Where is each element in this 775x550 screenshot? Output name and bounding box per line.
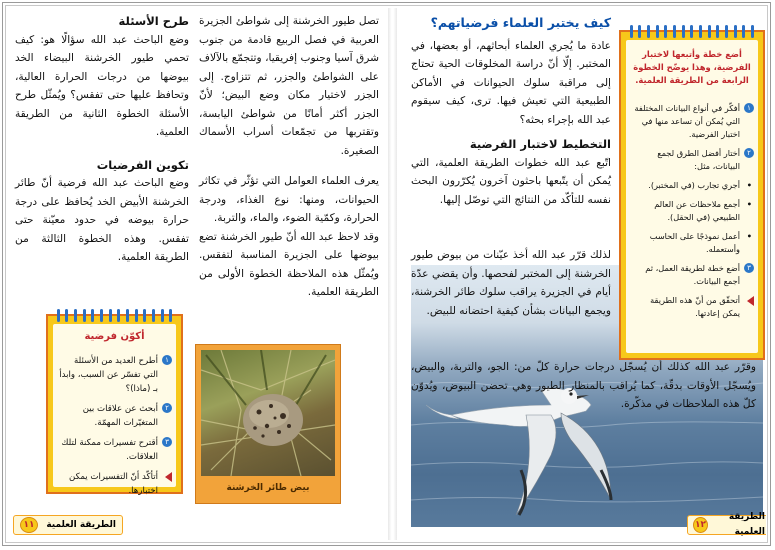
page-title: كيف يختبر العلماء فرضياتهم؟: [430, 15, 611, 30]
triangle-bullet-icon: [747, 296, 754, 306]
bullet-dot: •: [746, 180, 752, 190]
right-page: [397, 8, 766, 540]
right-page-continued: [411, 246, 611, 320]
spiral-binding: [621, 25, 763, 37]
left-page: [9, 8, 388, 540]
list-item: • أعمل نموذجًا على الحاسب وأستعمله.: [649, 231, 752, 254]
paragraph: اتّبع عبد الله خطوات الطريقة العلمية، التي يُمكن أن يتّبعها باحثون آخرون يُكرّرون البحث نفسه للتأكّد من النتائج التي توصّل إليها.: [411, 156, 611, 206]
activity-title: أكوّن فرضية: [84, 331, 145, 342]
step-number: ١: [744, 103, 754, 113]
list-item: • أجري تجارب (في المختبر).: [648, 180, 752, 190]
list-item: ٢ أختار أفضل الطرق لجمع البيانات، مثل:: [632, 147, 754, 173]
section-heading: طرح الأسئلة: [118, 14, 189, 28]
page-number: ١٢: [693, 517, 708, 533]
photo-caption: بيض طائر الخرشنة: [226, 483, 310, 493]
paragraph: يعرف العلماء العوامل التي تؤثّر في تكاثر الحيوانات، ومنها: نوع الغذاء، ودرجة الحرارة، وكمّية الضوء، والماء، والتربة.: [199, 175, 379, 224]
list-item: ٣ أقترح تفسيرات ممكنة لتلك العلاقات.: [59, 436, 172, 464]
bullet-dot: •: [746, 231, 752, 241]
list-item: أتحقّق من أنّ هذه الطريقة يمكن إعادتها.: [632, 294, 754, 320]
list-item: ٣ أضع خطة لطريقة العمل، ثم أجمع البيانات.: [632, 262, 754, 288]
activity-list: [632, 102, 754, 326]
paragraph: عادة ما يُجري العلماء أبحاثهم، أو بعضها، في المختبر. إلّا أنّ دراسة المخلوقات الحية تحتاج إلى مراقبة سلوك الحيوانات في الأماكن الطبيعية التي تعيش فيها. ترى، كيف سيقوم عبد الله بإجراء بحثه؟: [411, 39, 611, 126]
right-page-bottom-text: [411, 358, 756, 414]
triangle-bullet-icon: [165, 472, 172, 482]
footer-page-tab: [687, 512, 766, 537]
right-page-main-column: [411, 14, 611, 209]
list-item: أتأكّد أنّ التفسيرات يمكن اختبارها.: [59, 470, 172, 498]
paragraph: تصل طيور الخرشنة إلى شواطئ الجزيرة العربية في فصل الربيع قادمة من جنوب شرق آسيا وجنوب إفريقيا، وتتجمّع بالآلاف على الشواطئ والجزر، ثم تتزاوج. إلى الجزر لاختيار مكان وضع البيض؛ لأنّ الجزر أكثر أمانًا من شواطئ اليابسة، وتقتربها من تجمّعات أسراب الأسماك الصغيرة.: [199, 15, 379, 157]
list-item: • أجمع ملاحظات عن العالم الطبيعي (في الحقل).: [654, 199, 752, 222]
step-number: ٣: [744, 263, 754, 273]
step-number: ٣: [162, 437, 172, 447]
left-page-left-column: [15, 12, 189, 267]
activity-box-hypothesis: [46, 314, 183, 494]
footer-label: الطريقة العلمية: [46, 519, 116, 530]
page-number: ١١: [20, 517, 38, 533]
list-item: ١ أفكّر في أنواع البيانات المختلفة التي يُمكن أن تساعد منها في اختبار الفرضية.: [632, 102, 754, 141]
step-number: ٢: [162, 403, 172, 413]
activity-box-test-plan: [619, 30, 765, 360]
egg-photo-frame: [195, 344, 341, 504]
paragraph: وقرّر عبد الله كذلك أن يُسجّل درجات حرارة كلّ من: الجو، والتربة، والبيض، ويُسجّل الأوقات بدقّة، كما يُراقب بالمنظار الطيور وهي تحضن البيوض، ويُدوّن كلّ هذه الملاحظات في مذكّرة.: [411, 361, 756, 410]
spiral-binding: [48, 309, 181, 321]
list-item: ٢ أبحث عن علاقات بين المتغيّرات المهمّة.: [59, 402, 172, 430]
activity-intro: أضع خطة وأتبعها لاختبار الفرضية، وهذا يوضّح الخطوة الرابعة من الطريقة العلمية.: [633, 49, 751, 85]
paragraph: وضع الباحث عبد الله سؤالًا هو: كيف تحمي طيور الخرشنة البيضاء الخد بيوضها من درجات الحرارة العالية، وتحافظ عليها حتى تفقس؟ ويُمثّل طرح الأسئلة الخطوة الثانية من الطريقة العلمية.: [15, 33, 189, 138]
section-heading: التخطيط لاختبار الفرضية: [469, 137, 611, 151]
book-gutter: [388, 8, 397, 540]
tern-eggs-photo: [201, 350, 335, 476]
list-item: ١ أطرح العديد من الأسئلة التي تفسّر عن السبب، وابدأ بـ (ماذا)؟: [59, 354, 172, 396]
bullet-dot: •: [746, 199, 752, 209]
paragraph: وقد لاحظ عبد الله أنّ طيور الخرشنة تضع بيوضها على الجزيرة المناسبة لتفقس. ويُمثّل هذه الملاحظة الخطوة الأولى من الطريقة العلمية.: [199, 230, 379, 298]
section-heading: تكوين الفرضيات: [96, 157, 189, 172]
step-number: ١: [162, 355, 172, 365]
footer-page-tab: [13, 515, 123, 535]
footer-label: الطريقة العلمية: [728, 512, 765, 537]
paragraph: لذلك قرّر عبد الله أخذ عيّنات من بيوض طيور الخرشنة إلى المختبر لفحصها. وأن يقضي عدّة أيام في الجزيرة يراقب سلوك طائر الخرشنة، ويجمع البيانات بشأن كيفية احتضانه للبيض.: [411, 249, 611, 317]
step-number: ٢: [744, 148, 754, 158]
paragraph: وضع الباحث عبد الله فرضية أنّ طائر الخرشنة الأبيض الخد يُحافظ على درجة حرارة بيوضه في حدود معيّنة حتى تفقس. وهذه الخطوة الثالثة من الطريقة العلمية.: [15, 177, 189, 263]
activity-list: [59, 354, 172, 504]
left-page-right-column: [199, 12, 379, 302]
